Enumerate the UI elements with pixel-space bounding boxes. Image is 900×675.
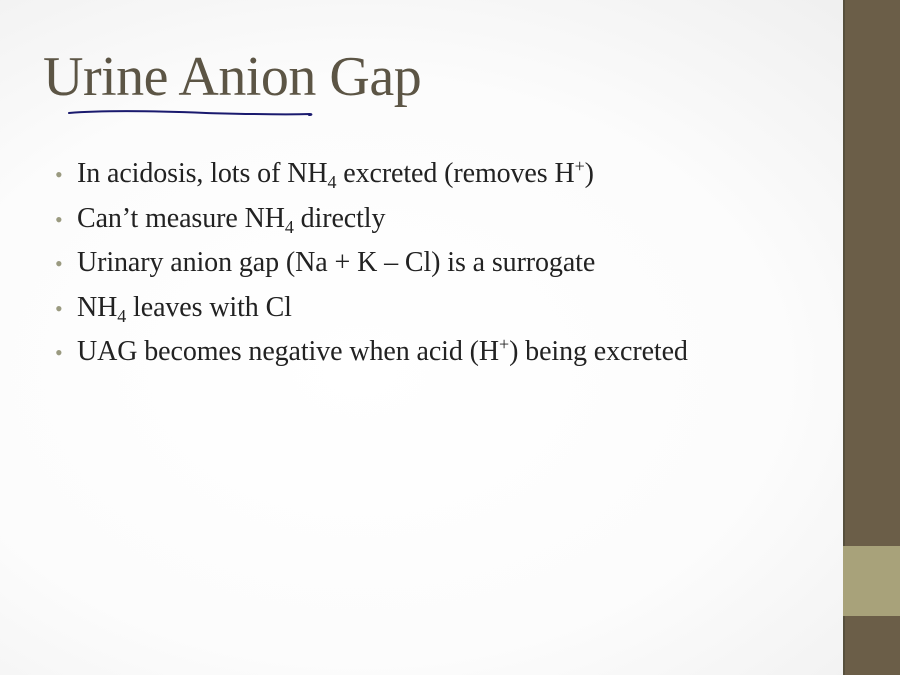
bullet-text (77, 158, 594, 190)
bullet-list (55, 158, 688, 381)
bullet-item (55, 158, 688, 203)
bullet-text (77, 203, 385, 235)
text-run: NH (77, 291, 118, 323)
bullet-dot-icon: • (55, 340, 63, 365)
text-run: ) being excreted (509, 336, 688, 367)
superscript: + (499, 334, 510, 354)
bullet-text (77, 292, 292, 324)
text-run: directly (293, 202, 386, 234)
text-run: Can’t measure NH (77, 202, 285, 234)
bullet-dot-icon: • (55, 206, 63, 232)
text-run: UAG becomes negative when acid (H (77, 336, 499, 367)
bullet-item (55, 203, 688, 248)
superscript: + (574, 156, 585, 176)
handwritten-underline-icon (66, 105, 316, 123)
bullet-dot-icon: • (55, 295, 63, 321)
bullet-item (55, 336, 688, 381)
text-run: ) (584, 158, 594, 189)
text-run: In acidosis, lots of NH (77, 158, 328, 189)
bullet-text (77, 336, 688, 368)
subscript: 4 (284, 216, 294, 237)
subscript: 4 (327, 172, 337, 192)
subscript: 4 (117, 305, 127, 326)
side-bar-accent (843, 546, 900, 616)
text-run: excreted (removes H (336, 158, 575, 189)
bullet-dot-icon: • (55, 162, 63, 187)
slide-title: Urine Anion Gap (43, 46, 422, 108)
bullet-dot-icon: • (55, 251, 63, 276)
bullet-item (55, 292, 688, 337)
text-run: leaves with Cl (126, 291, 292, 323)
bullet-item (55, 247, 688, 292)
bullet-text (77, 247, 595, 279)
text-run: Urinary anion gap (Na + K – Cl) is a surrogate (77, 247, 596, 278)
